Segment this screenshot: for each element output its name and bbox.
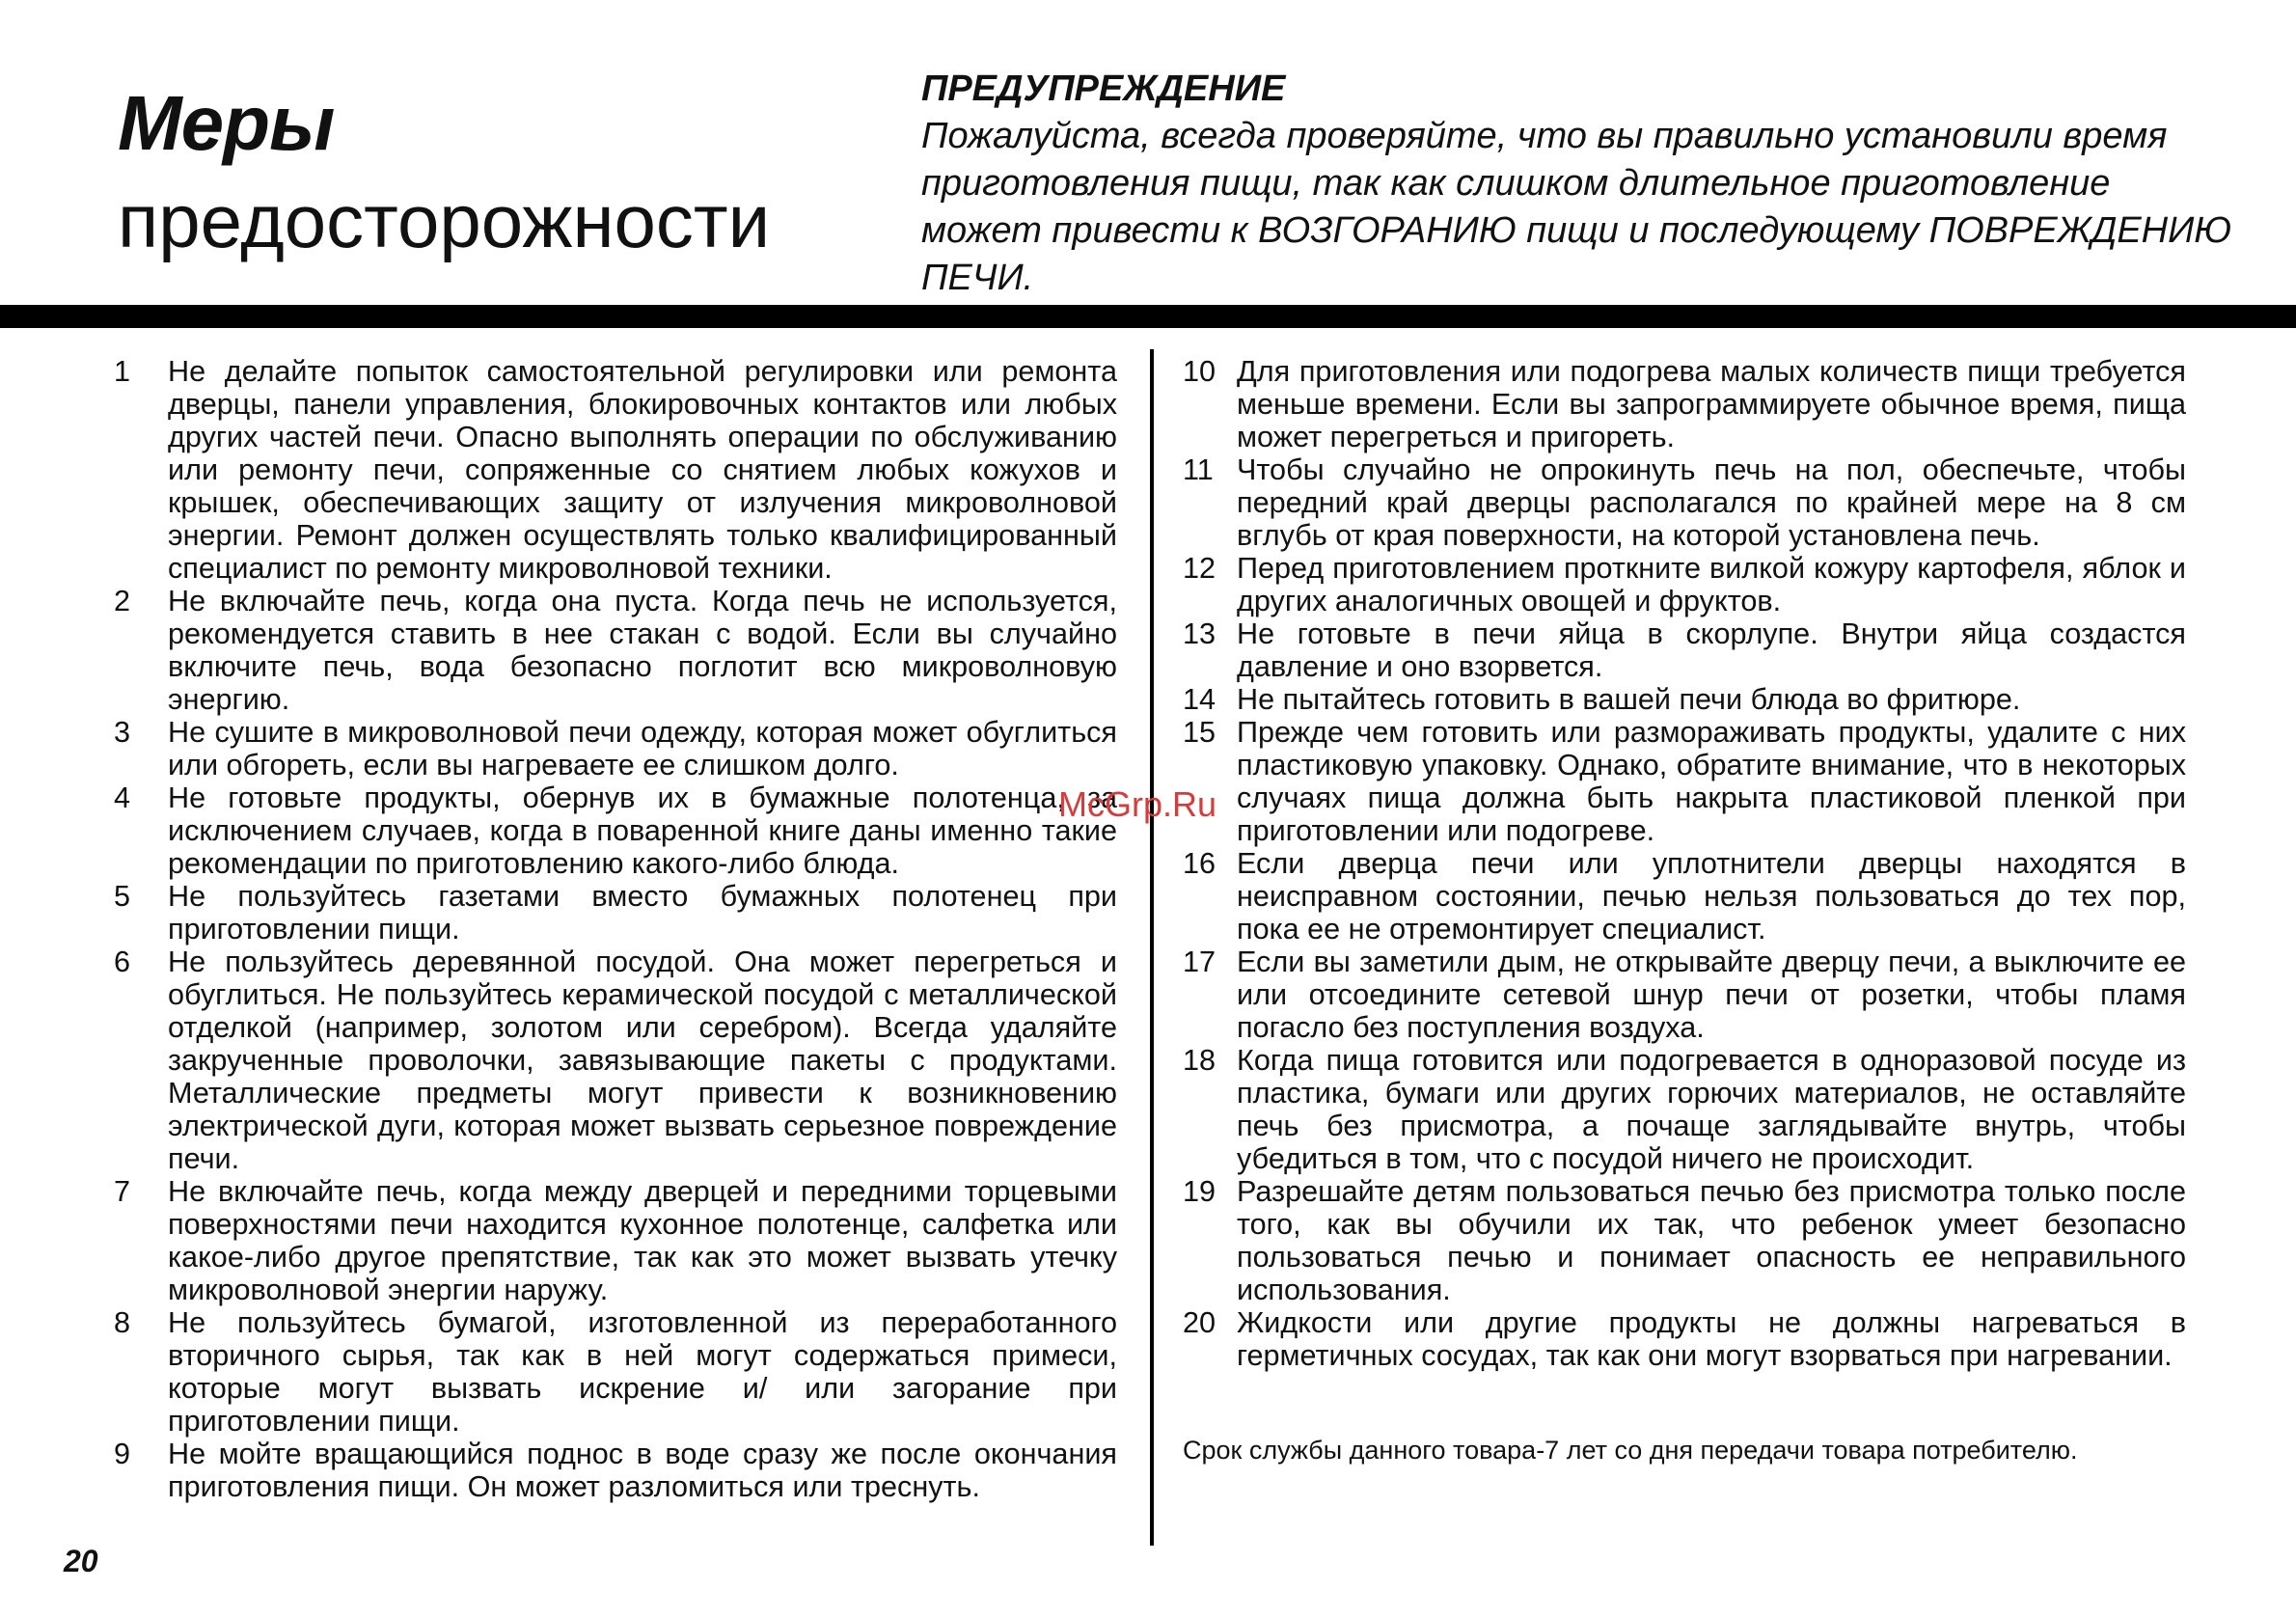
item-number: 12 <box>1183 552 1216 585</box>
left-column <box>114 355 1117 1503</box>
list-item <box>114 355 1117 585</box>
item-text: Не пытайтесь готовить в вашей печи блюда во фритюре. <box>1237 683 2021 716</box>
list-item <box>1183 1175 2186 1306</box>
header-divider <box>0 305 2296 328</box>
watermark: McGrp.Ru <box>1058 784 1217 824</box>
item-text: Не готовьте продукты, обернув их в бумажные полотенца, за исключением случаев, когда в поваренной книге даны именно такие рекомендации по приготовлению какого-либо блюда. <box>168 781 1117 880</box>
item-number: 8 <box>114 1306 131 1339</box>
right-column <box>1183 355 2186 1372</box>
item-number: 1 <box>114 355 131 388</box>
item-text: Для приготовления или подогрева малых количеств пищи требуется меньше времени. Если вы запрограммируете обычное время, пища может перегреться и пригореть. <box>1237 355 2186 453</box>
item-number: 2 <box>114 585 131 617</box>
column-divider <box>1150 349 1154 1546</box>
list-item <box>114 716 1117 781</box>
item-number: 11 <box>1183 453 1214 486</box>
item-text: Не пользуйтесь деревянной посудой. Она может перегреться и обуглиться. Не пользуйтесь керамической посудой с металлической отделкой (например, золотом или серебром). Всегда удаляйте закрученные проволочки, завязывающие пакеты с продуктами. Металлические предметы могут привести к возникновению электрической дуги, которая может вызвать серьезное повреждение печи. <box>168 946 1117 1175</box>
list-item <box>1183 617 2186 683</box>
list-item <box>1183 552 2186 617</box>
list-item <box>1183 355 2186 453</box>
list-item <box>1183 716 2186 847</box>
item-text: Не делайте попыток самостоятельной регулировки или ремонта дверцы, панели управления, блокировочных контактов или любых других частей печи. Опасно выполнять операции по обслуживанию или ремонту печи, сопряженные со снятием любых кожухов и крышек, обеспечивающих защиту от излучения микроволновой энергии. Ремонт должен осуществлять только квалифицированный специалист по ремонту микроволновой техники. <box>168 355 1117 585</box>
item-text: Не мойте вращающийся поднос в воде сразу же после окончания приготовления пищи. Он может разломиться или треснуть. <box>168 1438 1117 1503</box>
item-text: Если дверца печи или уплотнители дверцы находятся в неисправном состоянии, печью нельзя пользоваться до тех пор, пока ее не отремонтирует специалист. <box>1237 847 2186 946</box>
item-text: Если вы заметили дым, не открывайте дверцу печи, а выключите ее или отсоедините сетевой шнур печи от розетки, чтобы пламя погасло без поступления воздуха. <box>1237 946 2186 1044</box>
item-number: 7 <box>114 1175 131 1208</box>
list-item <box>1183 847 2186 946</box>
item-text: Не готовьте в печи яйца в скорлупе. Внутри яйца создастся давление и оно взорвется. <box>1237 617 2186 683</box>
item-number: 4 <box>114 781 131 814</box>
item-number: 10 <box>1183 355 1216 388</box>
item-number: 3 <box>114 716 131 749</box>
list-item <box>114 946 1117 1175</box>
list-item <box>114 781 1117 880</box>
item-number: 17 <box>1183 946 1216 978</box>
list-item <box>114 585 1117 716</box>
list-item <box>114 1306 1117 1438</box>
item-number: 16 <box>1183 847 1216 880</box>
service-life-note: Срок службы данного товара-7 лет со дня передачи товара потребителю. <box>1183 1436 2078 1465</box>
list-item <box>1183 946 2186 1044</box>
item-number: 18 <box>1183 1044 1216 1077</box>
page-title-main: Меры <box>118 80 335 166</box>
item-number: 15 <box>1183 716 1216 749</box>
item-text: Не включайте печь, когда она пуста. Когда печь не используется, рекомендуется ставить в нее стакан с водой. Если вы случайно включите печь, вода безопасно поглотит всю микроволновую энергию. <box>168 585 1117 716</box>
item-number: 13 <box>1183 617 1216 650</box>
item-text: Не сушите в микроволновой печи одежду, которая может обуглиться или обгореть, если вы нагреваете ее слишком долго. <box>168 716 1117 781</box>
warning-heading: ПРЕДУПРЕЖДЕНИЕ <box>921 69 1286 109</box>
warning-box <box>921 66 2233 302</box>
item-text: Когда пища готовится или подогревается в одноразовой посуде из пластика, бумаги или других горючих материалов, не оставляйте печь без присмотра, а почаще заглядывайте внутрь, чтобы убедиться в том, что с посудой ничего не происходит. <box>1237 1044 2186 1175</box>
list-item <box>114 1438 1117 1503</box>
item-number: 9 <box>114 1438 131 1470</box>
item-text: Не пользуйтесь газетами вместо бумажных полотенец при приготовлении пищи. <box>168 880 1117 946</box>
item-text: Не включайте печь, когда между дверцей и передними торцевыми поверхностями печи находится кухонное полотенце, салфетка или какое-либо другое препятствие, так как это может вызвать утечку микроволновой энергии наружу. <box>168 1175 1117 1306</box>
list-item <box>1183 453 2186 552</box>
item-number: 5 <box>114 880 131 913</box>
list-item <box>1183 683 2186 716</box>
item-text: Чтобы случайно не опрокинуть печь на пол, обеспечьте, чтобы передний край дверцы располагался по крайней мере на 8 см вглубь от края поверхности, на которой установлена печь. <box>1237 453 2186 552</box>
list-item <box>114 1175 1117 1306</box>
item-number: 14 <box>1183 683 1216 716</box>
item-text: Не пользуйтесь бумагой, изготовленной из переработанного вторичного сырья, так как в ней могут содержаться примеси, которые могут вызвать искрение и/ или загорание при приготовлении пищи. <box>168 1306 1117 1438</box>
page-number: 20 <box>64 1544 98 1578</box>
item-text: Перед приготовлением проткните вилкой кожуру картофеля, яблок и других аналогичных овощей и фруктов. <box>1237 552 2186 617</box>
item-text: Жидкости или другие продукты не должны нагреваться в герметичных сосудах, так как они могут взорваться при нагревании. <box>1237 1306 2186 1372</box>
item-number: 20 <box>1183 1306 1216 1339</box>
page-title-sub: предосторожности <box>118 178 771 263</box>
item-text: Разрешайте детям пользоваться печью без присмотра только после того, как вы обучили их так, что ребенок умеет безопасно пользоваться печью и понимает опасность ее неправильного использования. <box>1237 1175 2186 1306</box>
item-text: Прежде чем готовить или размораживать продукты, удалите с них пластиковую упаковку. Однако, обратите внимание, что в некоторых случаях пища должна быть накрыта пластиковой пленкой при приготовлении или подогреве. <box>1237 716 2186 847</box>
list-item <box>114 880 1117 946</box>
list-item <box>1183 1306 2186 1372</box>
list-item <box>1183 1044 2186 1175</box>
warning-text: Пожалуйста, всегда проверяйте, что вы правильно установили время приготовления пищи, так как слишком длительное приготовление может привести к ВОЗГОРАНИЮ пищи и последующему ПОВРЕЖДЕНИЮ ПЕЧИ. <box>921 116 2232 298</box>
item-number: 6 <box>114 946 131 978</box>
item-number: 19 <box>1183 1175 1216 1208</box>
